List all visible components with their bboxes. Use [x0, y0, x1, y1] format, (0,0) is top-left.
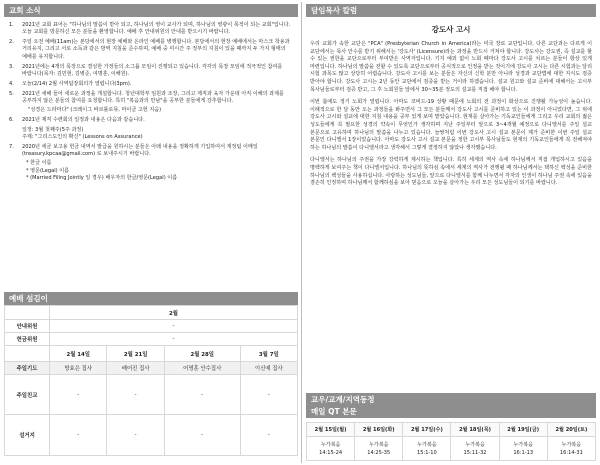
pastor-header: 담임목사 칼럼: [306, 4, 596, 17]
date-header: 2월 21일: [107, 346, 164, 362]
qt-passage: 누가복음 14:25-35: [355, 437, 403, 461]
table-row: 주일친교 - - - -: [5, 375, 298, 415]
news-list: [4, 17, 298, 182]
column-paragraph: 다니엘서는 하나님의 주권을 가장 강력하게 제시하는 책입니다. 특히 세계의 역사 속에 하나님께서 직접 개입하시고 있음을 명백하게 보여주는 책이 다니엘서입니다. 하나님의 뜻하심 속에서 세계의 역사가 전행될 때 하나님께서는 택하신 백성을 준비한 하나님의 백성들을 사용하십니다. 사랑하는 성도님들, 앞으로 다니엘서를 함께 나누면서 각자의 인생이 하나님 주권 속에 있음을 겸손히 인정하며 하나님께서 함께하심을 보아 믿음으로 오늘을 살아가는 우리 모든 성도님들이 되기를 바랍니다.: [310, 157, 592, 187]
qt-passage: 누가복음 14:15-24: [307, 437, 355, 461]
news-item: 5. 2021년 새해 들어 새로운 과정을 개설합니다. 청년대학부 임원과 조장, 그리고 제직과 육자 가운데 아직 이해의 과제를 공부하지 않은 분들의 참여를 요청합니다. 특히 "복음과의 만남"을 공부한 분들에게 강추합니다. "성경은 드라마다" (크레이그 바르톨로뮤, 마이클 고헌 지음): [9, 90, 284, 114]
qt-table: [306, 422, 596, 461]
qt-date: 2월 19일(금): [499, 423, 547, 437]
news-item: 2. 주일 오전 예배(11am)는 본당에서의 현장 예배와 온라인 예배를 병행합니다. 본당에서의 현장 예배에서는 마스크 착용과 거리유지, 그리고 서로 소독과 같은 방역 지침을 준수하며, 예배 중 미시간 주 정부의 지침이 있을 때까지 두 가지 형태의 예배를 유지합니다.: [9, 39, 290, 60]
qt-date: 2월 16일(화): [355, 423, 403, 437]
left-column: [4, 4, 298, 185]
column-paragraph: 우리 교회가 속한 교단은 "PCA" (Presbyterian Church in America)라는 미국 장로 교단입니다. 다른 교단과는 다르게 이 교단에서는 목사 안수를 받기 위해서는 '강도사' (Licensure)라는 과정을 반드시 거쳐야 합니다. 강도사는 강도권, 즉 설교를 할 수 있는 권한을 교단으로부터 부여받은 사역자입니다. 기지 예외 없이 노회 때마다 강도사 고시를 치르는 분들이 항상 있게 마련입니다. 하나님의 말씀을 전할 수 있도록 교단으로부터 공식적으로 인정을 받는 것이기에 강도사 고시는 다른 시험과는 달리 시험 과목도 많고 상당히 어렵습니다. 강도사 고시를 보는 분들은 자신의 신학 분만 아니라 성경과 교단법에 대한 지식도 검증 받아야 합니다. 강도사 고시는 2년 동안 교단에서 검증을 받는 거이라 하겠습니다. 설교 원고와 설교 준비에 대해서는 고시부 목사님들로부터 검증 받고, 그 후 노회원들 앞에서 30~35분 정도의 설교를 직접 해야 합니다.: [310, 41, 592, 93]
date-header: 3월 7일: [240, 346, 297, 362]
column-divider: [301, 2, 302, 463]
qt-passage: 누가복음 15:11-32: [451, 437, 499, 461]
table-row: 설거지 - - - -: [5, 415, 298, 456]
qt-date: 2월 18일(목): [451, 423, 499, 437]
community-header: 교우/교계/지역동정: [306, 393, 596, 406]
date-header: 2월 28일: [164, 346, 240, 362]
qt-section: [306, 405, 596, 461]
row-label: 헌금위원: [5, 333, 50, 346]
worship-header: 예배 섬김이: [4, 292, 298, 305]
news-item: 3. 2021년에는 4개의 목장으로 결성한 가정들의 소그룹 모임이 진행되고 있습니다. 각각의 목장 모임에 적극적인 참여를 바랍니다(목자: 김민현, 김병준, 여명훈, 이해원).: [9, 63, 283, 77]
qt-passage: 누가복음 15:1-10: [403, 437, 451, 461]
duty-table: 2월 안내위원 - 헌금위원 - 2월 14일 2월 21일 2월 28일 3월 7일 주일기도 방효은 집사 배어진 집사 어명훈 안수집사 이신예 집사 주일친교 - - - - 설거지 - - - -: [4, 305, 298, 456]
table-row: 주일기도 방효은 집사 배어진 집사 어명훈 안수집사 이신예 집사: [5, 362, 298, 375]
news-item: 1. 2021년 교회 표어는 "하나님의 말씀이 받아 되고, 하나님의 영이 교사가 되며, 하나님의 영광이 목적이 되는 교회"입니다. 오늘 교회를 방문하신 모든 분들을 환영합니다. 예배 후 안내위원의 안내를 받으시기 바랍니다.: [9, 22, 291, 36]
date-header: 2월 14일: [50, 346, 107, 362]
column-paragraph: 이번 봄에도 정기 노회가 열립니다. 아마도 코비드-19 상황 때문에 노회의 전 과정이 화상으로 진행될 가능성이 높습니다. 이례적으로 한 달 동안 오는 과정들을 봐주면서 그 모든 분들께서 강도사 고시를 준비하고 있는 이 과정이 아니었다면, 그 위에 강도사 고시와 설교에 대한 지침 내용을 공부 있게 보며 맡았습니다. 현재를 살아가는 기독교인들에게 그리고 우리 교회의 젊은 성도들에게 꼭 필요한 성경의 약속이 무엇인가 생각하며 지난 주일부터 앞으로 3~4개월 예정으로 다니엘서를 주일 설교 본문으로 고유하며 하나님의 말씀을 나누고 있습니다. 늘쌍처럼 이번 강도사 고시 설교 본문이 제가 준비한 이번 주일 설교 본문인 다니엘서 1장이었습니다. 아마도 강도사 고시 설교 본문을 정한 고시부 목사님들도 현재의 기독교인들에게 꼭 전해져야 하는 하나님의 말씀이 다니엘서라고 생각해서 그렇게 결정하지 않았나 생각했습니다.: [310, 99, 592, 151]
qt-passage: 누가복음 16:1-13: [499, 437, 547, 461]
news-header: 교회 소식: [4, 4, 298, 17]
worship-section: [4, 292, 298, 456]
pastor-column: [306, 4, 596, 193]
news-item: 6. 2021년 제직 수련회의 일정과 내용은 다음과 같습니다. 일정: 3월 첫째주(5주 과정) 주제: "그리스도인의 확신" (Lessons on Assurance): [9, 117, 145, 140]
qt-date: 2월 15일(월): [307, 423, 355, 437]
news-item: 4. 오늘(2/14) 2월 사역팀장회의가 열립니다(3pm).: [9, 80, 132, 87]
news-item: 7. 2020년 세금 보고용 헌금 내역서 발급을 원하시는 분들은 아래 내용을 정확하게 기입하여서 재정팀 이메일 (treasury.kpcaa@gmail.com) 로 보내주시기 바랍니다. * 한글 이름 * 영문(Legal) 이름 * (Married Filing Jointly 일 경우) 배우자의 한글/영문(Legal) 이름: [9, 143, 258, 181]
qt-passage: 누가복음 16:14-31: [547, 437, 595, 461]
row-label: 안내위원: [5, 320, 50, 333]
qt-header: 매일 QT 본문: [306, 405, 596, 418]
qt-date: 2월 20일(토): [547, 423, 595, 437]
column-title: 강도사 고시: [431, 25, 471, 34]
month-label: 2월: [50, 306, 298, 320]
qt-date: 2월 17일(수): [403, 423, 451, 437]
